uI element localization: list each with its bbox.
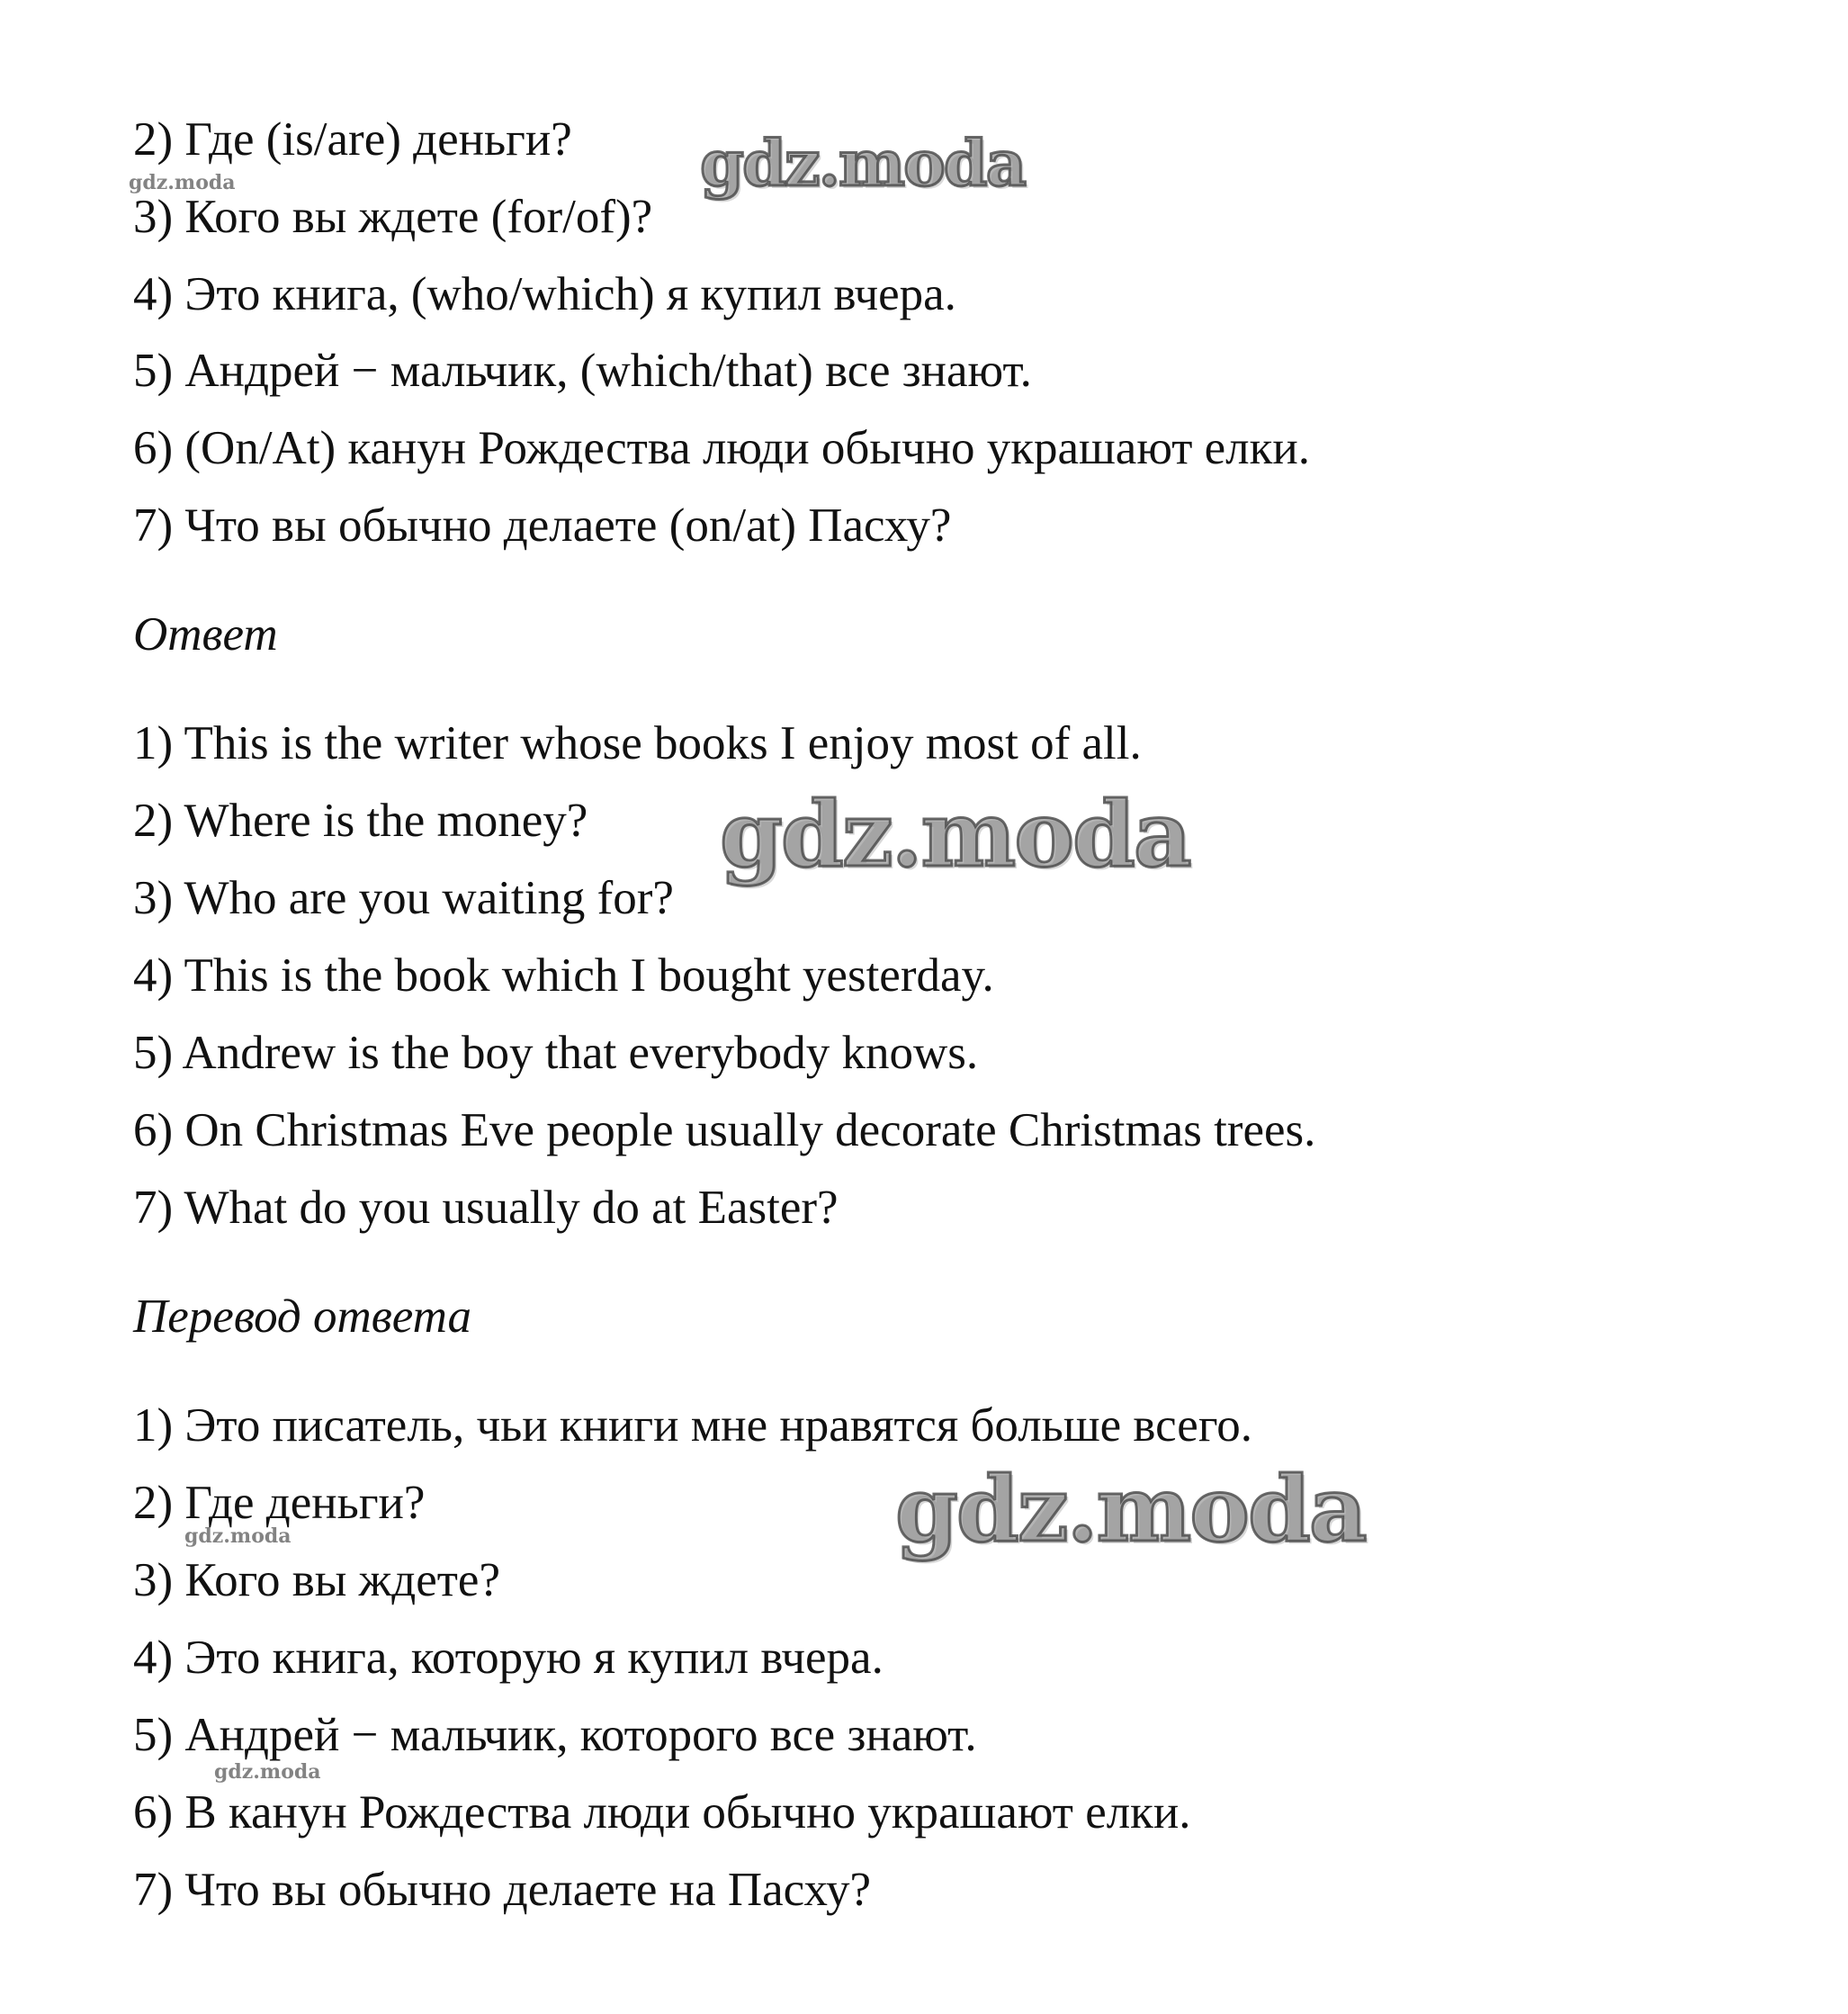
answer-line: 5) Andrew is the boy that everybody knows. <box>133 1027 979 1079</box>
question-line: 2) Где (is/are) деньги? <box>133 113 572 166</box>
answer-line: 1) This is the writer whose books I enjoy most of all. <box>133 717 1142 769</box>
watermark-small: gdz.moda <box>184 1524 292 1548</box>
watermark-logo: gdz.moda <box>700 126 1026 201</box>
answer-line: 3) Who are you waiting for? <box>133 872 674 924</box>
answer-line: 2) Where is the money? <box>133 795 588 847</box>
translation-line: 2) Где деньги? <box>133 1477 426 1529</box>
watermark-small: gdz.moda <box>214 1760 321 1784</box>
answer-line: 4) This is the book which I bought yesterday. <box>133 949 994 1002</box>
question-line: 3) Кого вы ждете (for/of)? <box>133 191 653 243</box>
translation-line: 5) Андрей − мальчик, которого все знают. <box>133 1709 977 1761</box>
translation-line: 4) Это книга, которую я купил вчера. <box>133 1632 884 1684</box>
watermark-small: gdz.moda <box>129 171 236 194</box>
question-line: 4) Это книга, (who/which) я купил вчера. <box>133 268 956 320</box>
question-line: 7) Что вы обычно делаете (on/at) Пасху? <box>133 499 952 552</box>
answer-line: 6) On Christmas Eve people usually decorate Christmas trees. <box>133 1104 1316 1156</box>
watermark-logo: gdz.moda <box>720 781 1190 887</box>
watermark-logo: gdz.moda <box>895 1456 1366 1562</box>
question-line: 5) Андрей − мальчик, (which/that) все знают. <box>133 345 1032 397</box>
answer-line: 7) What do you usually do at Easter? <box>133 1182 839 1234</box>
translation-line: 1) Это писатель, чьи книги мне нравятся больше всего. <box>133 1399 1252 1452</box>
question-line: 6) (On/At) канун Рождества люди обычно украшают елки. <box>133 422 1310 474</box>
translation-line: 7) Что вы обычно делаете на Пасху? <box>133 1864 871 1916</box>
translation-heading: Перевод ответа <box>133 1290 472 1343</box>
translation-line: 6) В канун Рождества люди обычно украшают елки. <box>133 1786 1191 1839</box>
translation-line: 3) Кого вы ждете? <box>133 1554 500 1606</box>
answer-heading: Ответ <box>133 608 278 661</box>
